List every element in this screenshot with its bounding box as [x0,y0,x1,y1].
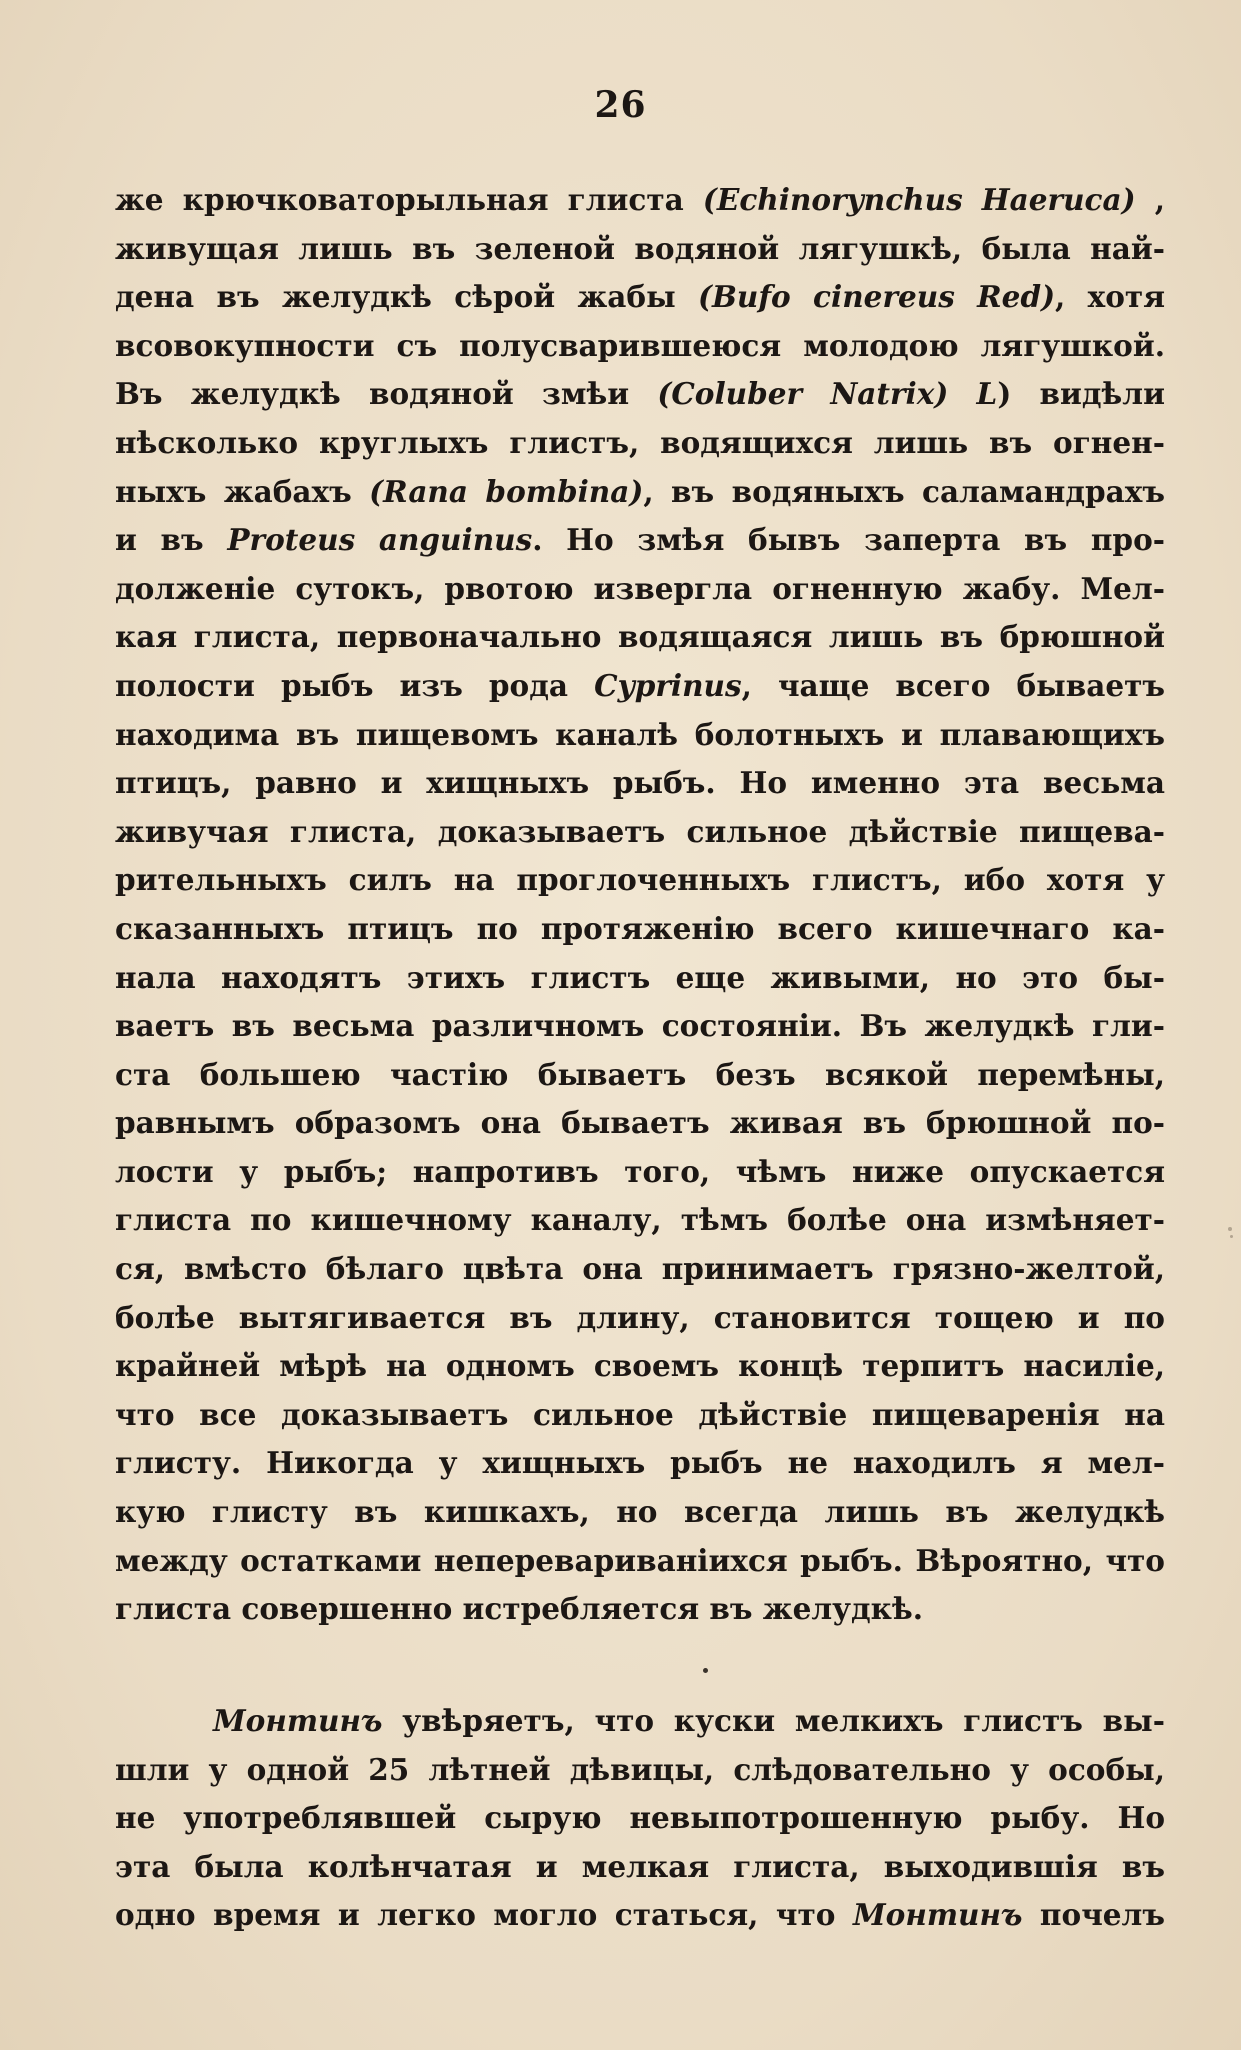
latin-name: Proteus anguinus [227,522,533,558]
paper-speck [1228,1227,1232,1231]
text-line: нѣсколько круглыхъ глистъ, водящихся лишь въ огнен- [115,424,1165,460]
text-line: полости рыбъ изъ рода Cyprinus, чаще всего бываетъ [115,667,1165,703]
paper-speck [1230,1235,1233,1238]
text-line: одно время и легко могло статься, что Монтинъ почелъ [115,1897,1165,1933]
text-line: кую глисту въ кишкахъ, но всегда лишь въ желудкѣ [115,1494,1165,1530]
text-line: рительныхъ силъ на проглоченныхъ глистъ, ибо хотя у [115,862,1165,898]
text-line: лости у рыбъ; напротивъ того, чѣмъ ниже опускается [115,1153,1165,1189]
text-line: глиста по кишечному каналу, тѣмъ болѣе она измѣняет- [115,1202,1165,1238]
text-line: нала находятъ этихъ глистъ еще живыми, но это бы- [115,959,1165,995]
page-number: 26 [594,84,647,126]
text-line: глисту. Никогда у хищныхъ рыбъ не находилъ я мел- [115,1445,1165,1481]
text-line: ста большею частію бываетъ безъ всякой перемѣны, [115,1056,1165,1092]
text-line: ся, вмѣсто бѣлаго цвѣта она принимаетъ грязно-желтой, [115,1251,1165,1287]
latin-name: (Rana bombina) [369,473,644,509]
author-name: Монтинъ [213,1703,383,1738]
text-line: птицъ, равно и хищныхъ рыбъ. Но именно эта весьма [115,765,1165,801]
paragraph-1 [115,176,1165,1634]
text-line: дена въ желудкѣ сѣрой жабы (Bufo cinereus Red), хотя [115,279,1165,315]
text-line: кая глиста, первоначально водящаяся лишь въ брюшной [115,619,1165,655]
text-line: равнымъ образомъ она бываетъ живая въ брюшной по- [115,1105,1165,1141]
text-line: болѣе вытягивается въ длину, становится тощею и по [115,1299,1165,1335]
text-line: живучая глиста, доказываетъ сильное дѣйствіе пищева- [115,813,1165,849]
text-line: эта была колѣнчатая и мелкая глиста, выходившія въ [115,1848,1165,1884]
latin-name: Cyprinus [594,667,742,703]
latin-name: (Coluber Natrix) L [657,376,998,412]
text-line: глиста совершенно истребляется въ желудкѣ. [115,1591,923,1627]
text-line: что все доказываетъ сильное дѣйствіе пищеваренія на [115,1396,1165,1432]
text-line: живущая лишь въ зеленой водяной лягушкѣ, была най- [115,230,1165,266]
text-line: ваетъ въ весьма различномъ состояніи. Въ желудкѣ гли- [115,1008,1165,1044]
text-line: и въ Proteus anguinus. Но змѣя бывъ заперта въ про- [115,522,1165,558]
text-line: ныхъ жабахъ (Rana bombina), въ водяныхъ саламандрахъ [115,473,1165,509]
author-name: Монтинъ [852,1897,1023,1933]
stray-dot [703,1668,708,1673]
text-line: сказанныхъ птицъ по протяженію всего кишечнаго ка- [115,910,1165,946]
paragraph-2 [115,1697,1165,1940]
text-line: же крючковаторыльная глиста (Echinorynchus Haeruca) , [115,182,1165,217]
text-line: шли у одной 25 лѣтней дѣвицы, слѣдовательно у особы, [115,1751,1165,1787]
text-line: не употреблявшей сырую невыпотрошенную рыбу. Но [115,1800,1165,1836]
latin-name: (Bufo cinereus Red) [698,279,1056,315]
text-line: между остатками неперевариваніихся рыбъ. Вѣроятно, что [115,1542,1165,1578]
text-line: крайней мѣрѣ на одномъ своемъ концѣ терпитъ насиліе, [115,1348,1165,1384]
text-line: находима въ пищевомъ каналѣ болотныхъ и плавающихъ [115,716,1165,752]
latin-name: (Echinorynchus Haeruca) [702,182,1136,217]
text-line: Монтинъ увѣряетъ, что куски мелкихъ глистъ вы- [213,1703,1165,1738]
text-line: Въ желудкѣ водяной змѣи (Coluber Natrix) L) видѣли [115,376,1165,412]
text-line: долженіе сутокъ, рвотою извергла огненную жабу. Мел- [115,570,1165,606]
text-line: всовокупности съ полусварившеюся молодою лягушкой. [115,327,1165,363]
